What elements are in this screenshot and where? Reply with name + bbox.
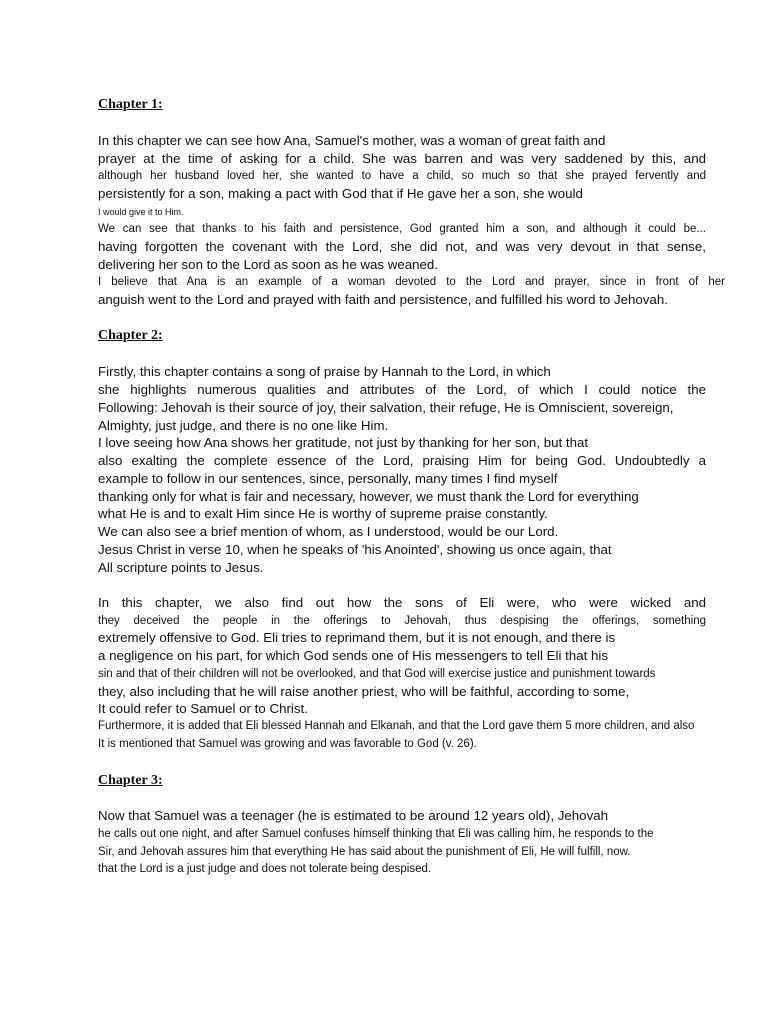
paragraph-line: she highlights numerous qualities and attributes of the Lord, of which I could notice the <box>98 382 706 397</box>
paragraph-line: also exalting the complete essence of the Lord, praising Him for being God. Undoubtedly a <box>98 453 706 468</box>
chapter-1-heading: Chapter 1: <box>98 97 163 112</box>
paragraph-line: Following: Jehovah is their source of joy, their salvation, their refuge, He is Omniscient, sovereign, <box>98 400 674 415</box>
paragraph-line: Now that Samuel was a teenager (he is estimated to be around 12 years old), Jehovah <box>98 808 609 823</box>
paragraph-line: example to follow in our sentences, since, personally, many times I find myself <box>98 471 558 486</box>
paragraph-line: I would give it to Him. <box>98 207 184 217</box>
paragraph-line: We can see that thanks to his faith and persistence, God granted him a son, and although it could be... <box>98 223 706 235</box>
paragraph-line: Sir, and Jehovah assures him that everything He has said about the punishment of Eli, He will fulfill, now. <box>98 846 631 858</box>
paragraph-line: extremely offensive to God. Eli tries to reprimand them, but it is not enough, and there is <box>98 630 616 645</box>
paragraph-line: All scripture points to Jesus. <box>98 560 264 575</box>
paragraph-line: It is mentioned that Samuel was growing and was favorable to God (v. 26). <box>98 738 477 750</box>
paragraph-line: Furthermore, it is added that Eli blessed Hannah and Elkanah, and that the Lord gave them 5 more children, and also <box>98 720 695 732</box>
paragraph-line: anguish went to the Lord and prayed with faith and persistence, and fulfilled his word to Jehovah. <box>98 292 668 307</box>
paragraph-line: Firstly, this chapter contains a song of praise by Hannah to the Lord, in which <box>98 364 551 379</box>
paragraph-line: a negligence on his part, for which God sends one of His messengers to tell Eli that his <box>98 648 608 663</box>
paragraph-line: I love seeing how Ana shows her gratitude, not just by thanking for her son, but that <box>98 435 589 450</box>
chapter-2-heading: Chapter 2: <box>98 328 163 343</box>
paragraph-line: thanking only for what is fair and necessary, however, we must thank the Lord for everything <box>98 489 639 504</box>
paragraph-line: prayer at the time of asking for a child. She was barren and was very saddened by this, and <box>98 151 706 166</box>
paragraph-line: persistently for a son, making a pact with God that if He gave her a son, she would <box>98 186 583 201</box>
paragraph-line: that the Lord is a just judge and does not tolerate being despised. <box>98 863 432 875</box>
paragraph-line: Jesus Christ in verse 10, when he speaks of 'his Anointed', showing us once again, that <box>98 542 612 557</box>
paragraph-line: In this chapter, we also find out how the sons of Eli were, who were wicked and <box>98 595 706 610</box>
paragraph-line: they, also including that he will raise another priest, who will be faithful, according to some, <box>98 684 630 699</box>
paragraph-line: I believe that Ana is an example of a woman devoted to the Lord and prayer, since in front of her <box>98 276 725 288</box>
paragraph-line: sin and that of their children will not be overlooked, and that God will exercise justice and punishment towards <box>98 668 656 680</box>
paragraph-line: We can also see a brief mention of whom, as I understood, would be our Lord. <box>98 524 559 539</box>
paragraph-line: In this chapter we can see how Ana, Samuel's mother, was a woman of great faith and <box>98 133 606 148</box>
paragraph-line: what He is and to exalt Him since He is worthy of supreme praise constantly. <box>98 506 548 521</box>
paragraph-line: he calls out one night, and after Samuel confuses himself thinking that Eli was calling him, he responds to the <box>98 828 654 840</box>
paragraph-line: having forgotten the covenant with the Lord, she did not, and was very devout in that sense, <box>98 239 706 254</box>
paragraph-line: although her husband loved her, she wanted to have a child, so much so that she prayed fervently and <box>98 170 706 182</box>
paragraph-line: It could refer to Samuel or to Christ. <box>98 701 308 716</box>
paragraph-line: delivering her son to the Lord as soon as he was weaned. <box>98 257 439 272</box>
chapter-3-heading: Chapter 3: <box>98 773 163 788</box>
paragraph-line: Almighty, just judge, and there is no one like Him. <box>98 418 389 433</box>
paragraph-line: they deceived the people in the offerings to Jehovah, thus despising the offerings, something <box>98 615 706 627</box>
